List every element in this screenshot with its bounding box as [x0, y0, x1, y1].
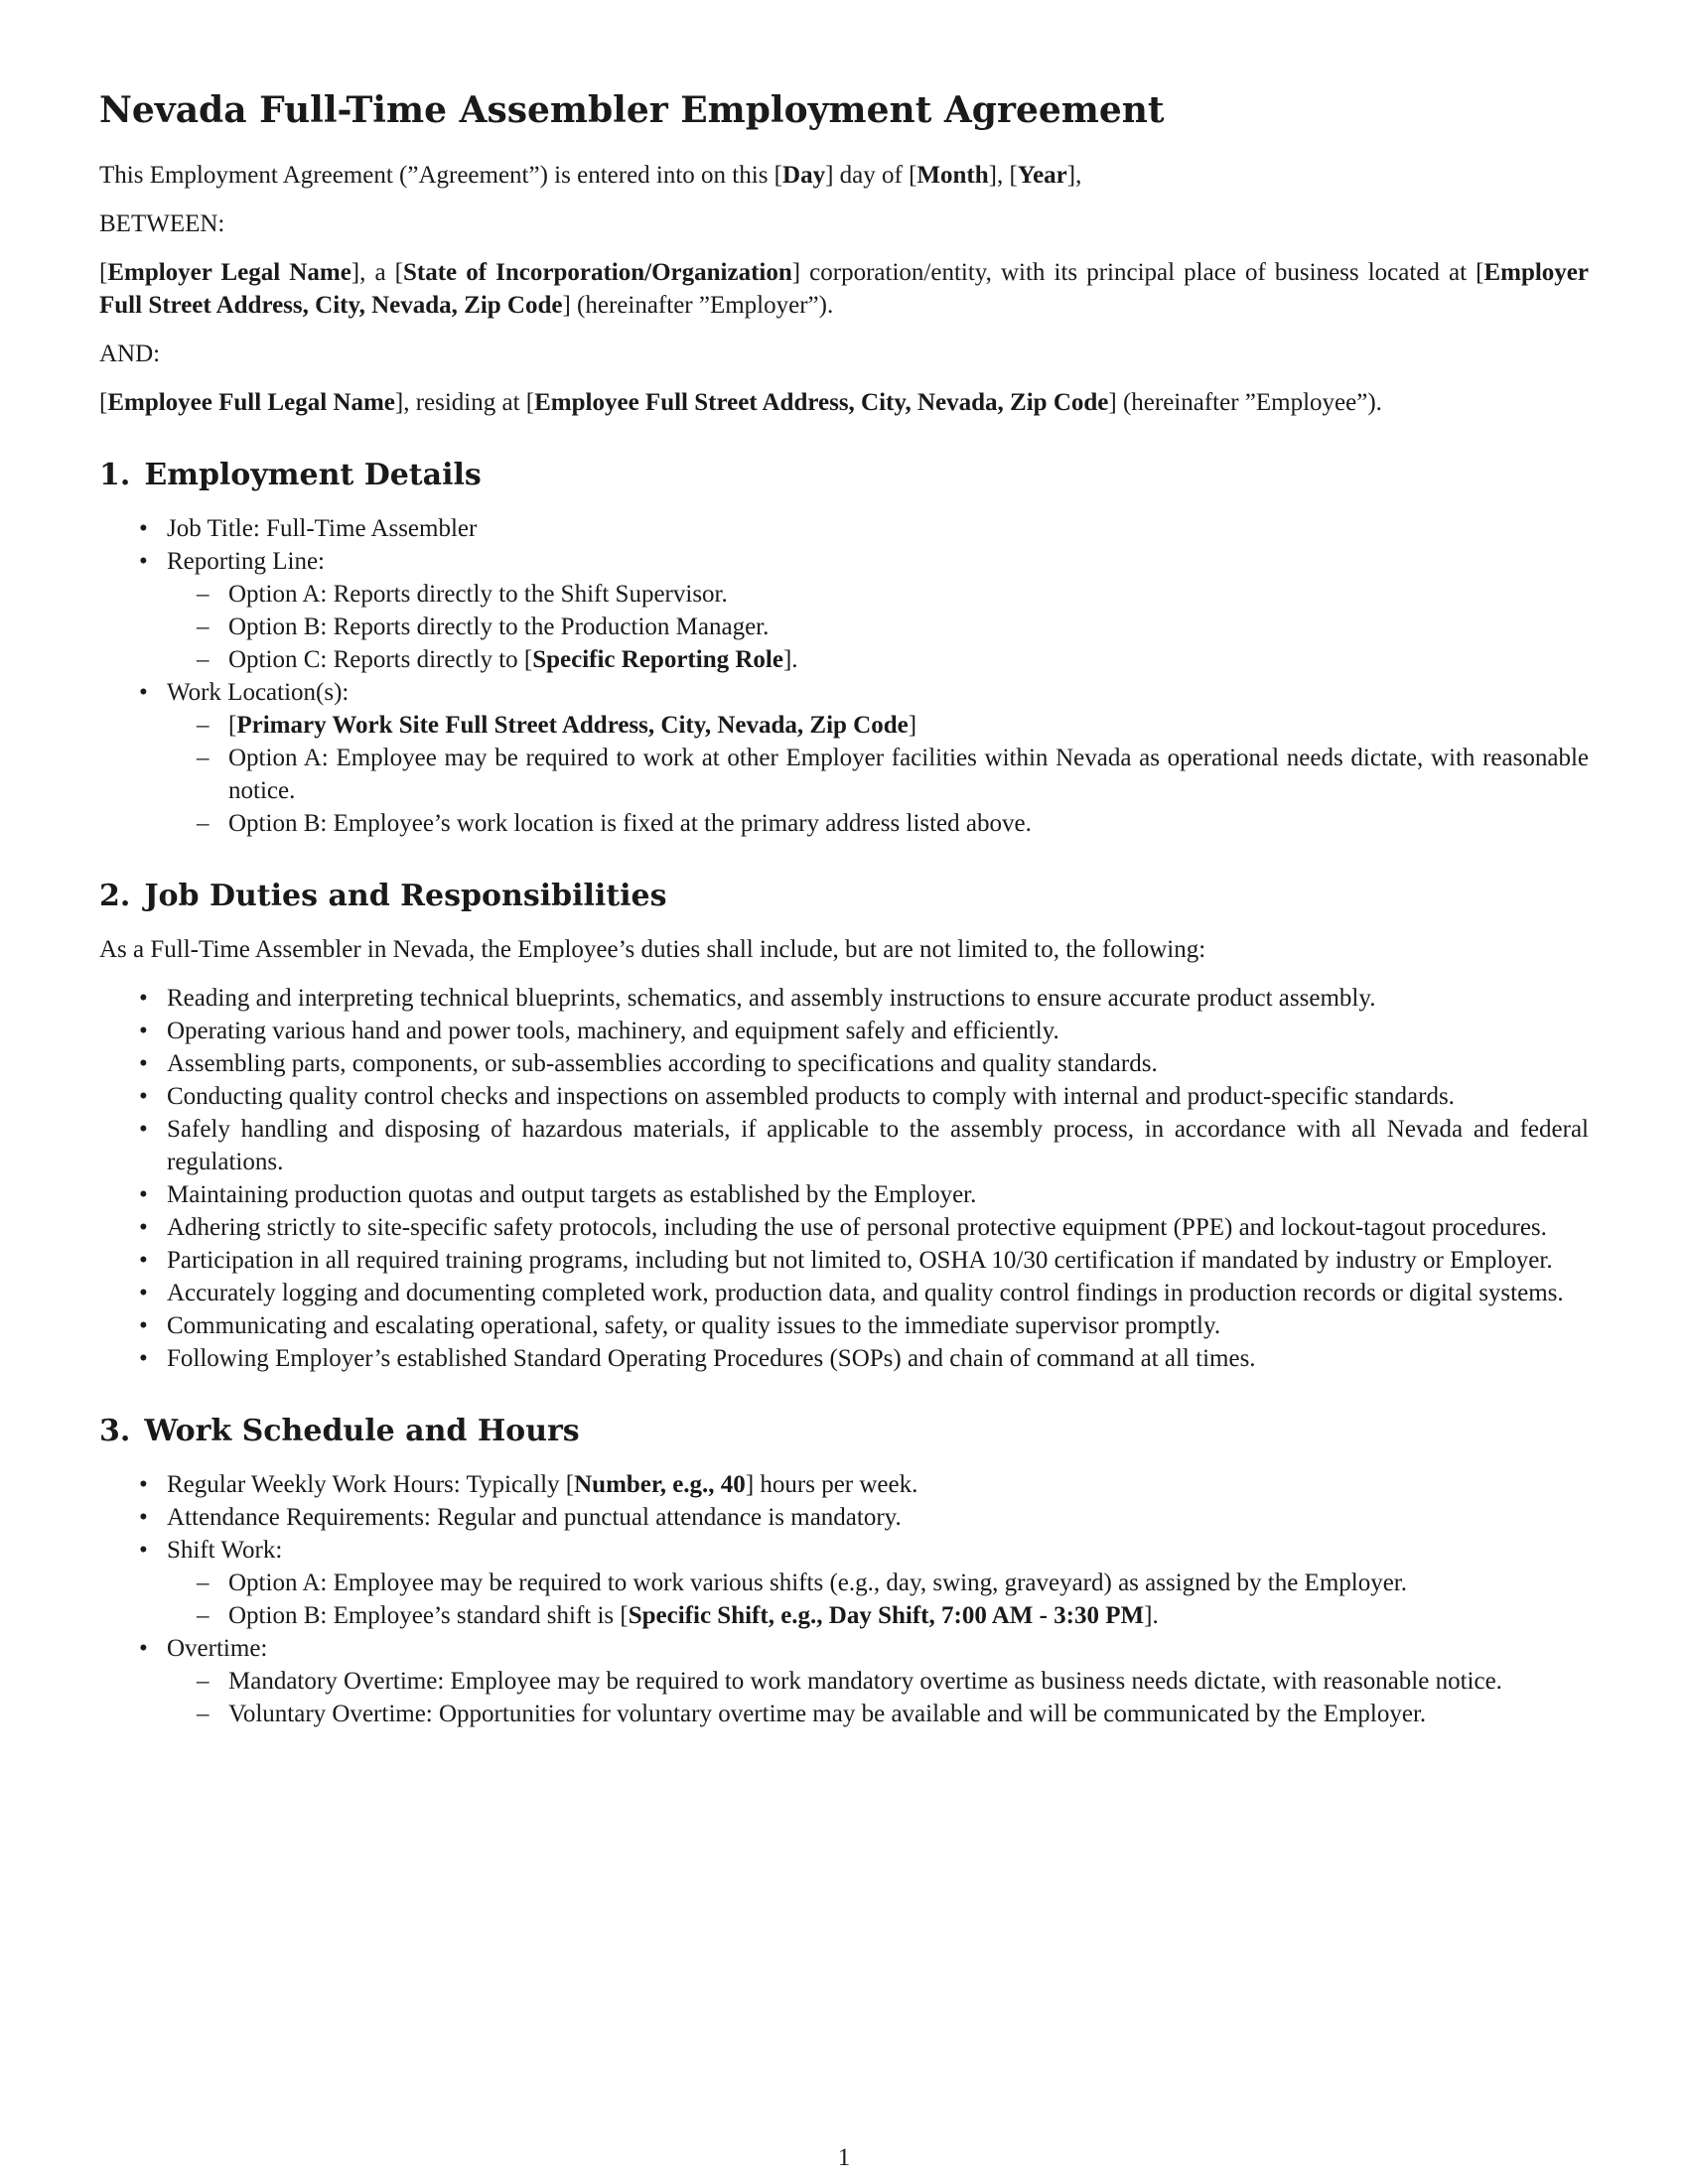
section-heading: 1. Employment Details — [99, 458, 482, 492]
between-label: BETWEEN: — [99, 210, 225, 237]
dash-icon: – — [197, 745, 210, 771]
bullet-icon: • — [139, 1083, 148, 1110]
bullet-icon: • — [139, 1635, 148, 1662]
dash-icon: – — [197, 1668, 210, 1695]
bullet-icon: • — [139, 1116, 148, 1143]
bullet-icon: • — [139, 1050, 148, 1077]
intro-paragraph: This Employment Agreement (”Agreement”) is entered into on this [Day] day of [Month], [Year], — [99, 162, 1082, 189]
bullet-icon: • — [139, 1537, 148, 1564]
list-item: • Attendance Requirements: Regular and punctual attendance is mandatory. — [99, 1501, 1589, 1534]
year-placeholder: Year — [1017, 162, 1067, 189]
schedule-list — [99, 1468, 1589, 1730]
list-item: • Regular Weekly Work Hours: Typically [Number, e.g., 40] hours per week. — [99, 1468, 1589, 1501]
section-job-duties — [99, 878, 1589, 1375]
sub-list-item: – Option C: Reports directly to [Specific Reporting Role]. — [167, 643, 1589, 676]
list-item: • Safely handling and disposing of hazardous materials, if applicable to the assembly process, in accordance with all Nevada and federal regulations. — [99, 1113, 1589, 1178]
bullet-icon: • — [139, 548, 148, 575]
list-item: • Adhering strictly to site-specific safety protocols, including the use of personal protective equipment (PPE) and lockout-tagout procedures. — [99, 1211, 1589, 1244]
sub-list-item: – Option A: Employee may be required to work various shifts (e.g., day, swing, graveyard) as assigned by the Employer. — [167, 1567, 1589, 1599]
dash-icon: – — [197, 1570, 210, 1596]
list-item: • Shift Work: – Option A: Employee may be required to work various shifts (e.g., day, swing, graveyard) as assigned by the Employer. – Option B: Employee’s standard shift is [Specific Shift, e.g., Day Shift, 7:00 AM - 3:30 PM]. — [99, 1534, 1589, 1632]
employer-paragraph: [Employer Legal Name], a [State of Incorporation/Organization] corporation/entity, with its principal place of business located at [Employer Full Street Address, City, Nevada, Zip Code] (hereinafter ”Employer”). — [99, 259, 1589, 319]
shift-options — [167, 1567, 1589, 1632]
sub-list-item: – Voluntary Overtime: Opportunities for voluntary overtime may be available and will be communicated by the Employer. — [167, 1698, 1589, 1730]
bullet-icon: • — [139, 1181, 148, 1208]
reporting-options — [167, 578, 1589, 676]
bullet-icon: • — [139, 515, 148, 542]
sub-list-item: – Option A: Reports directly to the Shift Supervisor. — [167, 578, 1589, 611]
list-item: • Following Employer’s established Standard Operating Procedures (SOPs) and chain of command at all times. — [99, 1342, 1589, 1375]
bullet-icon: • — [139, 1280, 148, 1306]
list-item: • Operating various hand and power tools, machinery, and equipment safely and efficiently. — [99, 1015, 1589, 1047]
list-item: • Reading and interpreting technical blueprints, schematics, and assembly instructions to ensure accurate product assembly. — [99, 982, 1589, 1015]
sub-list-item: – Option B: Employee’s standard shift is [Specific Shift, e.g., Day Shift, 7:00 AM - 3:30 PM]. — [167, 1599, 1589, 1632]
dash-icon: – — [197, 1602, 210, 1629]
location-options — [167, 709, 1589, 840]
list-item: • Assembling parts, components, or sub-assemblies according to specifications and quality standards. — [99, 1047, 1589, 1080]
list-item: • Overtime: – Mandatory Overtime: Employee may be required to work mandatory overtime as business needs dictate, with reasonable notice. – Voluntary Overtime: Opportunities for voluntary overtime may be available and will be communicated by the Employer. — [99, 1632, 1589, 1730]
dash-icon: – — [197, 1701, 210, 1727]
section-employment-details — [99, 457, 1589, 840]
list-item: • Accurately logging and documenting completed work, production data, and quality control findings in production records or digital systems. — [99, 1277, 1589, 1309]
employee-paragraph: [Employee Full Legal Name], residing at [Employee Full Street Address, City, Nevada, Zip Code] (hereinafter ”Employee”). — [99, 389, 1382, 416]
employer-address-placeholder: Employer Full Street Address, City, Nevada, Zip Code — [99, 259, 1589, 319]
overtime-options — [167, 1665, 1589, 1730]
employee-name-placeholder: Employee Full Legal Name — [107, 389, 395, 416]
list-item: • Reporting Line: – Option A: Reports directly to the Shift Supervisor. – Option B: Reports directly to the Production Manager. – Option C: Reports directly to [Specific Reporting Role]. — [99, 545, 1589, 676]
section-heading: 3. Work Schedule and Hours — [99, 1414, 580, 1448]
bullet-icon: • — [139, 1345, 148, 1372]
list-item: • Work Location(s): – [Primary Work Site Full Street Address, City, Nevada, Zip Code] – Option A: Employee may be required to work at other Employer facilities within Nevada as operational needs dictate, with reasonable notice. – Option B: Employee’s work location is fixed at the primary address listed above. — [99, 676, 1589, 840]
bullet-icon: • — [139, 985, 148, 1012]
bullet-icon: • — [139, 1504, 148, 1531]
list-item: • Communicating and escalating operational, safety, or quality issues to the immediate supervisor promptly. — [99, 1309, 1589, 1342]
sub-list-item: – Mandatory Overtime: Employee may be required to work mandatory overtime as business needs dictate, with reasonable notice. — [167, 1665, 1589, 1698]
sub-list-item: – Option B: Reports directly to the Production Manager. — [167, 611, 1589, 643]
bullet-icon: • — [139, 1471, 148, 1498]
employment-details-list — [99, 512, 1589, 840]
month-placeholder: Month — [916, 162, 989, 189]
sub-list-item: – Option A: Employee may be required to work at other Employer facilities within Nevada as operational needs dictate, with reasonable notice. — [167, 742, 1589, 807]
document-title: Nevada Full-Time Assembler Employment Agreement — [99, 89, 1165, 131]
bullet-icon: • — [139, 1247, 148, 1274]
and-label: AND: — [99, 341, 161, 367]
list-item: • Maintaining production quotas and output targets as established by the Employer. — [99, 1178, 1589, 1211]
duties-intro: As a Full-Time Assembler in Nevada, the Employee’s duties shall include, but are not limited to, the following: — [99, 936, 1206, 963]
list-item: • Job Title: Full-Time Assembler — [99, 512, 1589, 545]
dash-icon: – — [197, 810, 210, 837]
dash-icon: – — [197, 646, 210, 673]
dash-icon: – — [197, 614, 210, 640]
list-item: • Conducting quality control checks and inspections on assembled products to comply with internal and product-specific standards. — [99, 1080, 1589, 1113]
bullet-icon: • — [139, 1214, 148, 1241]
page-number: 1 — [837, 2144, 851, 2171]
day-placeholder: Day — [782, 162, 826, 189]
list-item: • Participation in all required training programs, including but not limited to, OSHA 10/30 certification if mandated by industry or Employer. — [99, 1244, 1589, 1277]
bullet-icon: • — [139, 1312, 148, 1339]
section-heading: 2. Job Duties and Responsibilities — [99, 879, 667, 913]
employer-name-placeholder: Employer Legal Name — [107, 259, 352, 286]
sub-list-item: – [Primary Work Site Full Street Address, City, Nevada, Zip Code] — [167, 709, 1589, 742]
dash-icon: – — [197, 712, 210, 739]
section-work-schedule — [99, 1413, 1589, 1730]
document-body — [99, 87, 1589, 1730]
employee-address-placeholder: Employee Full Street Address, City, Nevada, Zip Code — [534, 389, 1109, 416]
dash-icon: – — [197, 581, 210, 608]
duties-list — [99, 982, 1589, 1375]
employer-state-placeholder: State of Incorporation/Organization — [402, 259, 792, 286]
bullet-icon: • — [139, 1018, 148, 1044]
sub-list-item: – Option B: Employee’s work location is fixed at the primary address listed above. — [167, 807, 1589, 840]
bullet-icon: • — [139, 679, 148, 706]
